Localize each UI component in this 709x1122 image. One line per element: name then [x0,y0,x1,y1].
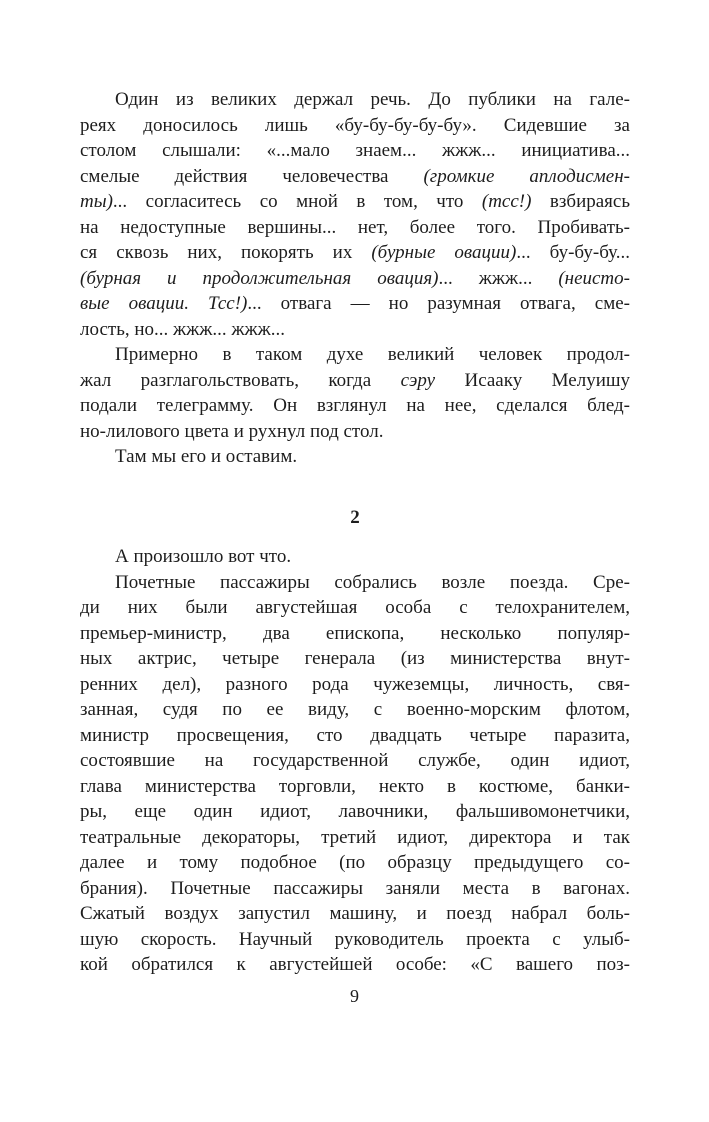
paragraph [80,342,630,444]
text-segment: ... согласитесь со мной в том, что [112,191,482,212]
text-segment: ... отвага — но разумная отвага, сме- [247,293,630,314]
text-segment: Примерно в таком духе великий человек продол- [115,344,630,365]
text-segment: шую скорость. Научный руководитель проекта с улыб- [80,928,630,950]
text-line [80,393,630,419]
text-segment: брания). Почетные пассажиры заняли места в вагонах. [80,877,630,899]
text-line [80,419,630,445]
text-line [80,291,630,317]
text-line [80,723,630,749]
text-line [80,544,630,570]
text-segment: ных актрис, четыре генерала (из министерства внут- [80,648,630,669]
text-line [80,189,630,215]
text-segment: на недоступные вершины... нет, более того. Пробивать- [80,216,630,238]
text-segment: состоявшие на государственной службе, один идиот, [80,750,630,771]
text-block [80,87,630,978]
text-line [80,774,630,800]
text-line [80,266,630,292]
text-line [80,901,630,927]
paragraph [80,544,630,570]
text-line [80,113,630,139]
text-segment: ди них были августейшая особа с телохранителем, [80,597,630,618]
text-line [80,850,630,876]
text-line [80,138,630,164]
italic-text-segment: (тсс!) [481,191,532,212]
text-segment: ся сквозь них, покорять их [80,242,372,263]
text-segment: реях доносилось лишь «бу-бу-бу-бу-бу». Сидевшие за [80,114,630,136]
italic-text-segment: (неисто- [558,267,630,289]
text-line [80,368,630,394]
text-segment: лость, но... жжж... жжж... [80,318,286,340]
italic-text-segment: (громкие аплодисмен- [423,165,630,187]
text-line [80,87,630,113]
text-line [80,595,630,621]
text-line [80,748,630,774]
text-line [80,825,630,851]
text-line [80,444,630,470]
paragraph [80,87,630,342]
italic-text-segment: вые овации. Тсс!) [80,293,248,314]
text-segment: ... бу-бу-бу... [516,242,630,263]
text-segment: далее и тому подобное (по образцу предыдущего со- [80,852,630,873]
text-segment: глава министерства торговли, некто в костюме, банки- [80,775,630,797]
text-segment: но-лилового цвета и рухнул под стол. [80,420,384,442]
text-line [80,164,630,190]
text-segment: взбираясь [531,191,631,212]
text-segment: ренних дел), разного рода чужеземцы, личность, свя- [80,673,630,695]
text-segment: ... жжж... [438,267,559,289]
paragraph [80,444,630,470]
text-segment: Исааку Мелуишу [435,369,630,391]
text-line [80,927,630,953]
text-line [80,646,630,672]
text-line [80,317,630,343]
text-segment: жал разглагольствовать, когда [80,369,401,391]
text-line [80,342,630,368]
text-line [80,215,630,241]
text-line [80,570,630,596]
text-segment: Почетные пассажиры собрались возле поезда. Сре- [115,571,630,593]
paragraph [80,570,630,978]
text-segment: Один из великих держал речь. До публики на гале- [115,89,630,110]
text-line [80,952,630,978]
text-segment: занная, судя по ее виду, с военно-морским флотом, [80,699,630,720]
italic-text-segment: ты) [80,191,113,212]
italic-text-segment: (бурные овации) [371,242,517,263]
text-segment: театральные декораторы, третий идиот, директора и так [80,826,630,848]
text-segment: ры, еще один идиот, лавочники, фальшивомонетчики, [80,801,630,822]
text-segment: Там мы его и оставим. [115,446,298,467]
page-number: 9 [350,986,359,1006]
chapter-heading: 2 [350,506,360,528]
text-line [80,697,630,723]
text-segment: министр просвещения, сто двадцать четыре паразита, [80,724,630,746]
text-segment: смелые действия человечества [80,165,424,187]
text-line [80,799,630,825]
text-segment: премьер-министр, два епископа, несколько популяр- [80,622,630,644]
text-line [80,672,630,698]
text-segment: столом слышали: «...мало знаем... жжж... инициатива... [80,140,630,161]
text-line [80,240,630,266]
italic-text-segment: (бурная и продолжительная овация) [80,267,439,289]
text-segment: А произошло вот что. [115,546,292,567]
text-segment: Сжатый воздух запустил машину, и поезд набрал боль- [80,903,630,924]
italic-text-segment: сэру [400,369,436,391]
text-segment: кой обратился к августейшей особе: «С вашего поз- [80,954,630,975]
text-line [80,876,630,902]
text-line [80,621,630,647]
text-segment: подали телеграмму. Он взглянул на нее, сделался блед- [80,395,630,416]
